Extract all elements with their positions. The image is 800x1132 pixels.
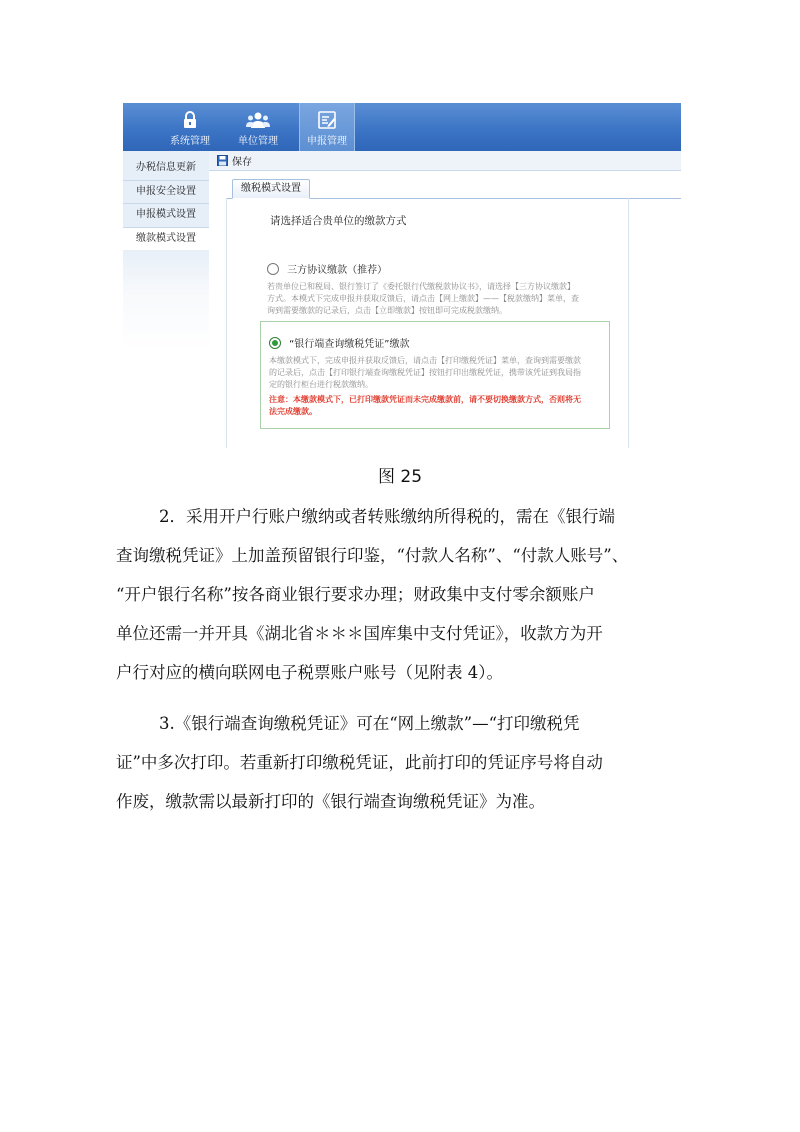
- paragraph-line: 查询缴税凭证》上加盖预留银行印鉴，“付款人名称”、“付款人账号”、: [116, 546, 629, 565]
- top-tab-label: 单位管理: [238, 136, 278, 147]
- top-tab-system[interactable]: [157, 103, 223, 151]
- paragraph-line: 证”中多次打印。若重新打印缴税凭证，此前打印的凭证序号将自动: [116, 753, 603, 772]
- save-button[interactable]: [217, 153, 252, 168]
- payment-method-prompt: 请选择适合贵单位的缴款方式: [270, 215, 407, 227]
- warn-line: 法完成缴款。: [269, 407, 317, 416]
- lock-icon: [178, 109, 202, 131]
- option-bank-voucher[interactable]: [260, 321, 610, 429]
- sidebar-item-declaration-security[interactable]: 申报安全设置: [123, 181, 209, 205]
- desc-line: 本缴款模式下，完成申报并获取反馈后，请点击【打印缴税凭证】菜单，查询到需要缴款: [269, 356, 581, 365]
- top-tab-declaration[interactable]: [299, 103, 355, 151]
- save-button-label: 保存: [232, 157, 252, 168]
- desc-line: 定的银行柜台进行税款缴纳。: [269, 380, 373, 389]
- desc-line: 的记录后，点击【打印银行端查询缴税凭证】按钮打印出缴税凭证，携带该凭证到我局指: [269, 368, 581, 377]
- figure-screenshot: [123, 103, 681, 448]
- tab-payment-mode-settings[interactable]: 缴税模式设置: [232, 179, 310, 199]
- paragraph-line: 户行对应的横向联网电子税票账户账号（见附表 4）。: [116, 663, 503, 682]
- warn-line: 注意：本缴款模式下，已打印缴款凭证而未完成缴款前，请不要切换缴款方式，否则将无: [269, 395, 581, 404]
- radio-bank-voucher[interactable]: [269, 337, 281, 349]
- radio-tripartite[interactable]: [267, 263, 279, 275]
- desc-line: 若贵单位已和税局、银行签订了《委托银行代缴税款协议书》，请选择【三方协议缴款】: [267, 282, 575, 291]
- paragraph-line: 作废，缴款需以最新打印的《银行端查询缴税凭证》为准。: [116, 792, 545, 811]
- sidebar: [123, 151, 209, 448]
- paragraph-line: 单位还需一并开具《湖北省＊＊＊国库集中支付凭证》，收款方为开: [116, 624, 603, 643]
- paragraph-line: “开户银行名称”按各商业银行要求办理；财政集中支付零余额账户: [116, 585, 595, 604]
- top-tab-label: 系统管理: [170, 136, 210, 147]
- paragraph-line: 3.《银行端查询缴税凭证》可在“网上缴款”—“打印缴税凭: [159, 714, 580, 733]
- option-title: “银行端查询缴税凭证”缴款: [289, 339, 410, 350]
- save-icon: [217, 155, 228, 166]
- desc-line: 方式。本模式下完成申报并获取反馈后，请点击【网上缴款】——【税款缴纳】菜单，查: [267, 294, 579, 303]
- top-tab-unit[interactable]: [225, 103, 291, 151]
- tab-strip: [226, 179, 681, 199]
- payment-mode-panel: [226, 198, 629, 448]
- paragraph-line: 2．采用开户行账户缴纳或者转账缴纳所得税的，需在《银行端: [159, 507, 615, 526]
- desc-line: 询到需要缴款的记录后，点击【立即缴款】按钮即可完成税款缴纳。: [267, 306, 507, 315]
- top-navigation-bar: [123, 103, 681, 151]
- paragraph-3: [116, 704, 682, 821]
- sidebar-item-declaration-mode[interactable]: 申报模式设置: [123, 204, 209, 228]
- sidebar-item-payment-mode[interactable]: 缴款模式设置: [123, 228, 209, 251]
- option-title: 三方协议缴款（推荐）: [287, 265, 388, 276]
- top-tab-label: 申报管理: [307, 136, 347, 147]
- figure-caption: 图 25: [377, 467, 423, 487]
- paragraph-2: [116, 497, 682, 692]
- option-description: [267, 281, 612, 317]
- form-icon: [315, 109, 339, 131]
- toolbar: [209, 151, 681, 171]
- option-warning: [269, 394, 609, 418]
- option-description: [269, 355, 609, 391]
- users-icon: [246, 109, 270, 131]
- sidebar-item-tax-info-update[interactable]: 办税信息更新: [123, 157, 209, 181]
- option-tripartite-agreement[interactable]: [267, 258, 612, 317]
